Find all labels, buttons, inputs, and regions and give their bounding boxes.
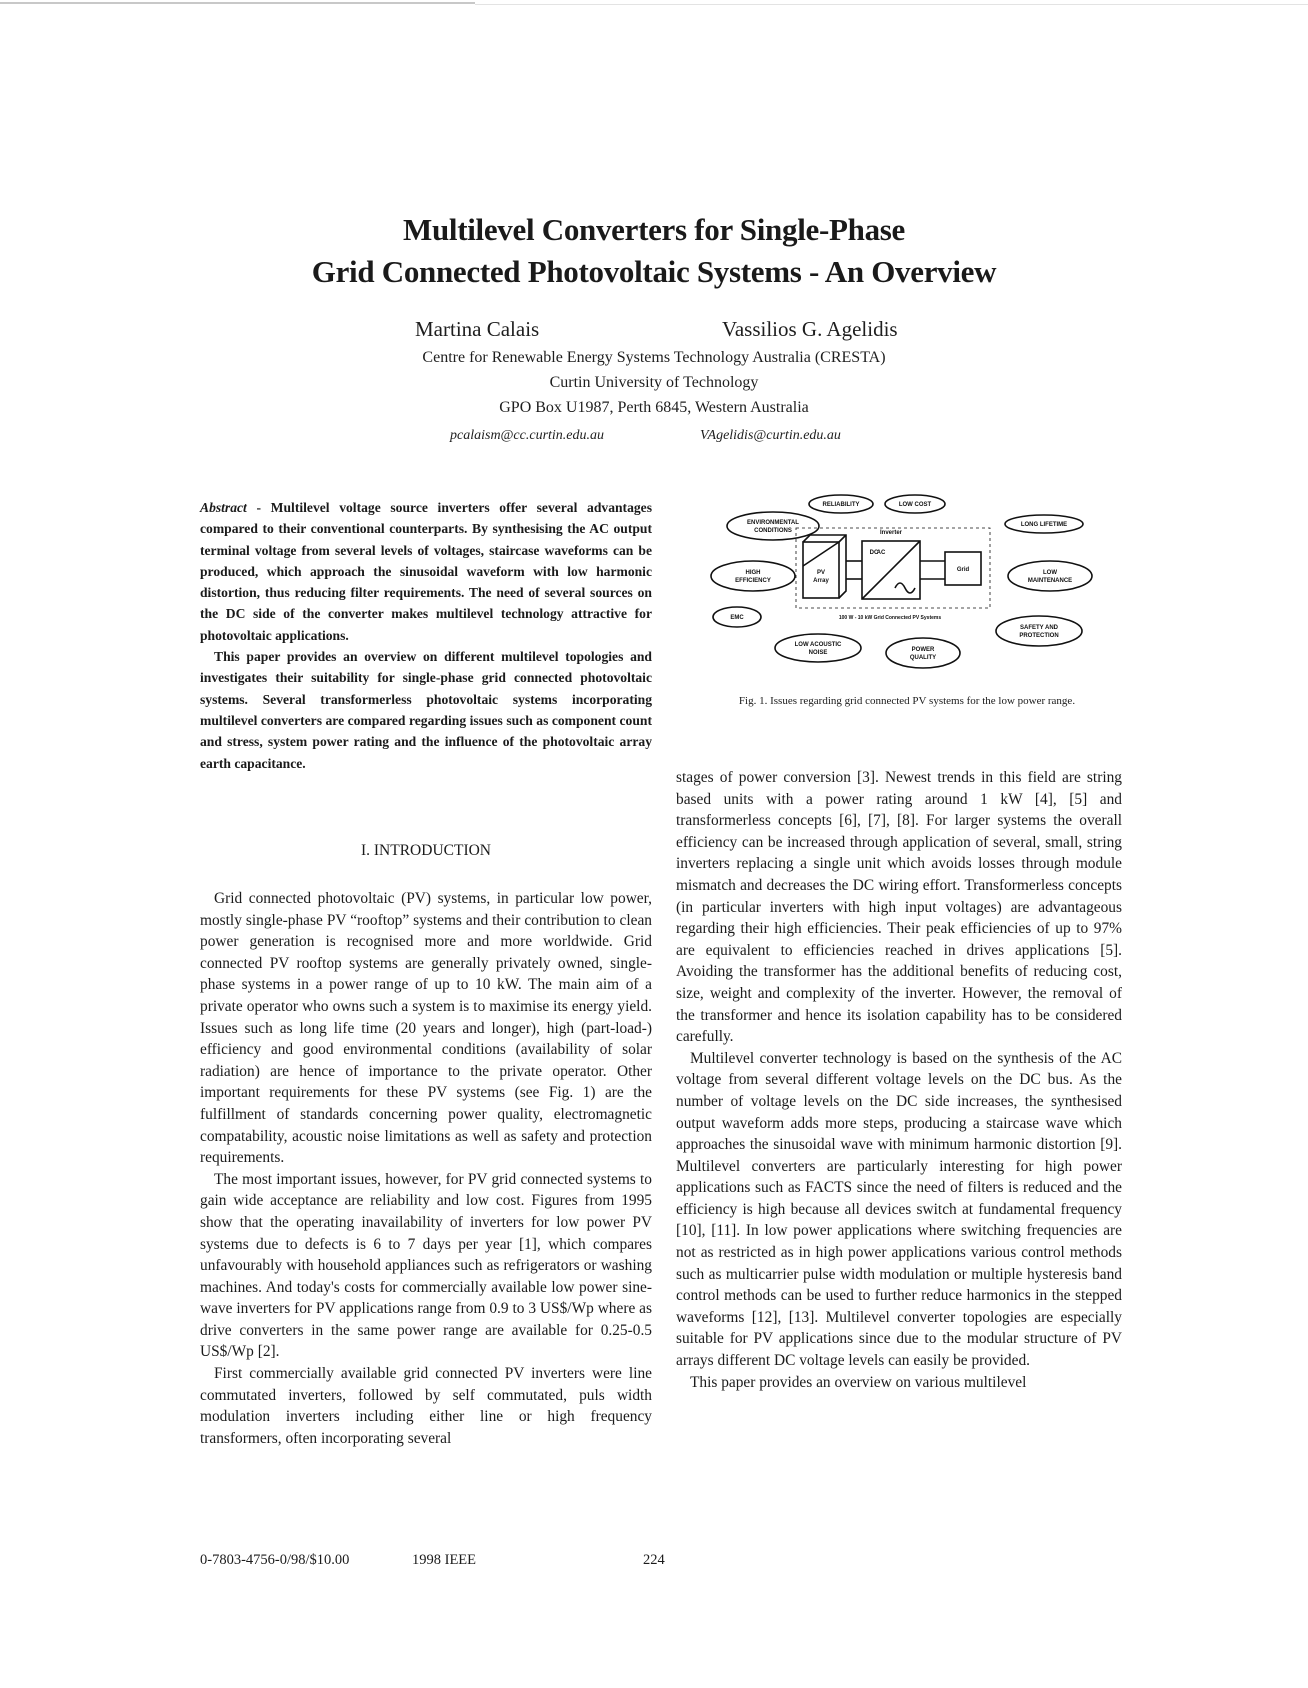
low-maintenance-label-1: LOW [1043,570,1057,576]
figure-1-caption: Fig. 1. Issues regarding grid connected PV systems for the low power range. [738,695,1076,707]
scan-edge-line-2 [475,4,1308,5]
email-calais: pcalaism@cc.curtin.edu.au [450,428,605,443]
abstract-paragraph-2: This paper provides an overview on different multilevel topologies and investigates their suitability for single-phase grid connected photovoltaic systems. Several transformerless photovoltaic systems incorporating multilevel converters are compared regarding issues such as component count and stress, system power rating and the influence of the photovoltaic array earth capacitance. [200,649,652,771]
ac-label: AC [876,550,886,556]
long-lifetime-label: LONG LIFETIME [1020,522,1068,528]
low-noise-ellipse [775,634,861,662]
safety-ellipse [996,616,1082,646]
email-agelidis: VAgelidis@curtin.edu.au [700,428,841,443]
reliability-label: RELIABILITY [822,502,860,508]
power-quality-ellipse [886,638,960,668]
intro-paragraph-1: Grid connected photovoltaic (PV) systems, in particular low power, mostly single-phase PV “rooftop” systems and their contribution to clean power generation is recognised more and more worldwide. Grid connected PV rooftop systems are generally privately owned, single-phase systems in a power range of up to 10 kW. The main aim of a private operator who owns such a system is to maximise its energy yield. Issues such as long life time (20 years and longer), high (part-load-) efficiency and good environmental conditions (availability of solar radiation) are hence of importance to the private operator. Other important requirements for these PV systems (see Fig. 1) are the fulfillment of standards concerning power quality, electromagnetic compatability, acoustic noise limitations as well as safety and protection requirements. [200,890,652,1167]
array-label: Array [813,578,829,584]
intro-paragraph-2: The most important issues, however, for PV grid connected systems to gain wide acceptance are reliability and low cost. Figures from 1995 show that the operating inavailability of inverters for low power PV systems due to defects is 6 to 7 days per year [1], which compares unfavourably with household appliances such as refrigerators or washing machines. And today's costs for commercially available low power sine-wave inverters for PV applications range from 0.9 to 3 US$/Wp where as drive converters in the same power range are available for 0.25-0.5 US$/Wp [2]. [200,1170,652,1361]
affiliation-university: Curtin University of Technology [549,374,759,391]
affiliation-address: GPO Box U1987, Perth 6845, Western Australia [499,399,809,416]
affiliation-centre: Centre for Renewable Energy Systems Technology Australia (CRESTA) [422,349,886,366]
environmental-label-1: ENVIRONMENTAL [747,520,799,526]
environmental-label-2: CONDITIONS [754,528,792,534]
abstract-label: Abstract [200,500,247,515]
footer-copyright: 1998 IEEE [412,1552,477,1568]
introduction-right-column [676,767,1122,1393]
grid-label: Grid [956,567,970,573]
power-quality-label-2: QUALITY [909,655,937,661]
introduction-left-column [200,888,652,1449]
scan-edge-line [0,2,475,4]
section-heading-introduction: I. INTRODUCTION [360,842,491,859]
safety-label-2: PROTECTION [1019,633,1059,639]
author-agelidis: Vassilios G. Agelidis [722,317,898,341]
right-paragraph-1: stages of power conversion [3]. Newest trends in this field are string based units with a power rating around 1 kW [4], [5] and transformerless concepts [6], [7], [8]. For larger systems the overall efficiency can be increased through application of several, small, string inverters replacing a single unit which avoids losses through module mismatch and decreases the DC wiring effort. Transformerless concepts (in particular inverters with high input voltages) are advantageous regarding their high efficiencies. Their peak efficiencies of up to 97% are equivalent to efficiencies reached in drives applications [5]. Avoiding the transformer has the additional benefits of reducing cost, size, weight and complexity of the inverter. However, the removal of the transformer and hence its isolation capability has to be considered carefully. [676,769,1122,1046]
emc-label: EMC [730,615,744,621]
pv-label: PV [816,570,826,576]
low-cost-label: LOW COST [898,502,932,508]
high-efficiency-label-1: HIGH [745,570,761,576]
inverter-label: Inverter [879,530,903,536]
figure-1-diagram [700,488,1120,673]
paper-title-line-2: Grid Connected Photovoltaic Systems - An Overview [311,254,997,289]
abstract [200,497,652,774]
high-efficiency-label-2: EFFICIENCY [735,578,771,584]
intro-paragraph-3: First commercially available grid connected PV inverters were line commutated inverters, followed by self commutated, puls width modulation inverters including either line or high frequency transformers, often incorporating several [200,1365,652,1447]
dc-label: DC [869,550,879,556]
environmental-ellipse [727,512,819,540]
power-quality-label-1: POWER [911,647,935,653]
low-noise-label-2: NOISE [808,650,828,656]
low-maintenance-label-2: MAINTENANCE [1027,578,1073,584]
author-calais: Martina Calais [415,317,540,341]
safety-label-1: SAFETY AND [1019,625,1059,631]
low-noise-label-1: LOW ACOUSTIC [794,642,842,648]
high-efficiency-ellipse [711,561,795,591]
paper-title-line-1: Multilevel Converters for Single-Phase [402,212,905,247]
footer-isbn: 0-7803-4756-0/98/$10.00 [200,1552,350,1568]
abstract-paragraph-1: - Multilevel voltage source inverters offer several advantages compared to their conventional counterparts. By synthesising the AC output terminal voltage from several levels of voltages, staircase waveforms can be produced, which approach the sinusoidal waveform with low harmonic distortion, thus reducing filter requirements. The need of several sources on the DC side of the converter makes multilevel technology attractive for photovoltaic applications. [200,500,652,643]
right-paragraph-2: Multilevel converter technology is based on the synthesis of the AC voltage from several different voltage levels on the DC bus. As the number of voltage levels on the DC side increases, the synthesised output waveform adds more steps, producing a staircase wave which approaches the sinusoidal wave with minimum harmonic distortion [9]. Multilevel converters are particularly interesting for high power applications such as FACTS since the need of filters is reduced and the efficiency is high because all devices switch at fundamental frequency [10], [11]. In low power applications where switching frequencies are not as restricted as in high power applications various control methods such as multicarrier pulse width modulation or multiple hysteresis band control methods can be used to further reduce harmonics in the stepped waveforms [12], [13]. Multilevel converter topologies are especially suitable for PV applications since due to the modular structure of PV arrays different DC voltage levels can easily be provided. [676,1049,1122,1370]
page-number: 224 [643,1552,665,1568]
right-paragraph-3: This paper provides an overview on various multilevel [690,1373,1027,1391]
system-label: 100 W - 10 kW Grid Connected PV Systems [838,615,942,621]
low-maintenance-ellipse [1008,561,1092,591]
